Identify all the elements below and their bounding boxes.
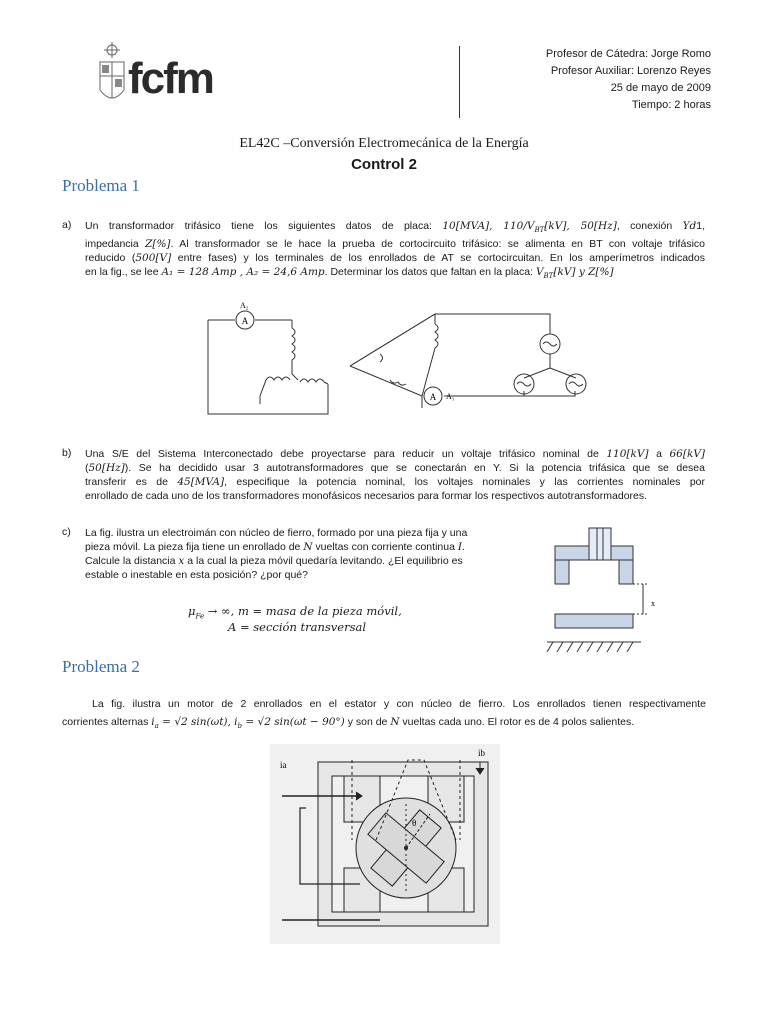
item-b-label: b) <box>62 447 72 459</box>
gap-x-label: x <box>651 599 655 608</box>
transformer-test-figure <box>200 296 600 426</box>
item-c-line-1: La fig. ilustra un electroimán con núcleo de fierro, formado por una pieza fija y una <box>85 527 468 539</box>
item-a-label: a) <box>62 219 72 231</box>
item-c-label: c) <box>62 526 71 538</box>
item-a-line-3: reducido (500[V] entre fases) y los terminales de los enrollados de AT se cortocircuitan. En los amperímetros indicados <box>85 252 705 265</box>
motor-figure <box>270 744 500 944</box>
angle-theta-label: θ <box>412 818 417 828</box>
current-ib-label: ib <box>478 748 486 758</box>
course-title: EL42C –Conversión Electromecánica de la Energía <box>239 136 529 151</box>
ammeter-a2-label: A₂ <box>240 301 249 310</box>
item-c-equation-2: A = sección transversal <box>228 620 367 634</box>
item-b-line-1: Una S/E del Sistema Interconectado debe proyectarse para reducir un voltaje trifásico nominal de 110[kV] a 66[kV] <box>85 448 705 460</box>
exam-title: Control 2 <box>351 156 417 173</box>
problem-2-line-2: corrientes alternas $i_a = √2$ sin(ωt), $i_b = √2$ sin(ωt − 90°) y son de N vueltas cada uno. El rotor es de 4 polos salientes. <box>62 716 635 731</box>
problem-2-heading: Problema 2 <box>62 657 140 676</box>
item-a-line-1: Un transformador trifásico tiene los siguientes datos de placa: 10[MVA], $110/V_{BT}[kV]$, 50[Hz], conexión Yd1, <box>85 220 705 235</box>
header-info <box>451 46 711 114</box>
ammeter-a1-label: A₁ <box>446 392 455 401</box>
ammeter-a2-symbol: A <box>241 316 249 326</box>
electromagnet-figure <box>545 524 675 660</box>
item-a-line-4: en la fig., se lee A₁ = 128 Amp , A₂ = 24,6 Amp. Determinar los datos que faltan en la placa: $V_{BT}[kV]$ y Z[%] <box>85 266 614 281</box>
item-b-text <box>85 447 705 503</box>
item-a-line-2: impedancia Z[%]. Al transformador se le hace la prueba de cortocircuito trifásico: se alimenta en BT con voltaje trifásico <box>85 238 705 251</box>
item-b-line-3: transferir es de 45[MVA], especifique la potencia nominal, los voltajes nominales y las corrientes nominales por <box>85 476 705 488</box>
item-b-line-4: enrollado de cada uno de los transformadores monofásicos necesarios para formar los respectivos autotransformadores. <box>85 490 648 502</box>
problem-2-line-1: La fig. ilustra un motor de 2 enrollados en el estator y con núcleo de fierro. Los enrollados tienen respectivamente <box>92 698 706 710</box>
professor-line: Profesor de Cátedra: Jorge Romo <box>545 48 711 60</box>
current-ia-label: ia <box>280 760 287 770</box>
item-c-line-4: estable o inestable en esta posición? ¿por qué? <box>85 569 308 581</box>
item-b-line-2: (50[Hz]). Se ha decidido usar 3 autotransformadores que se conectarán en Y. Si la potencia trifásica que se desea <box>85 462 705 474</box>
problem-1-heading: Problema 1 <box>62 176 140 195</box>
problem-2-text <box>62 697 706 733</box>
time-line: Tiempo: 2 horas <box>631 99 711 111</box>
university-logo <box>90 42 220 118</box>
item-c-equation-1: $\mu_{Fe}$ → ∞, m = masa de la pieza móvil, <box>188 604 402 621</box>
item-c-line-2: pieza móvil. La pieza fija tiene un enrollado de N vueltas con corriente continua I. <box>85 541 465 553</box>
item-c-line-3: Calcule la distancia x a la cual la pieza móvil quedaría levitando. ¿El equilibrio es <box>85 555 463 567</box>
item-a-text <box>85 219 705 283</box>
logo-text: fcfm <box>128 54 213 103</box>
ammeter-a1-symbol: A <box>429 392 437 402</box>
assistant-line: Profesor Auxiliar: Lorenzo Reyes <box>550 65 711 77</box>
date-line: 25 de mayo de 2009 <box>610 82 711 94</box>
item-c-text <box>85 526 517 582</box>
